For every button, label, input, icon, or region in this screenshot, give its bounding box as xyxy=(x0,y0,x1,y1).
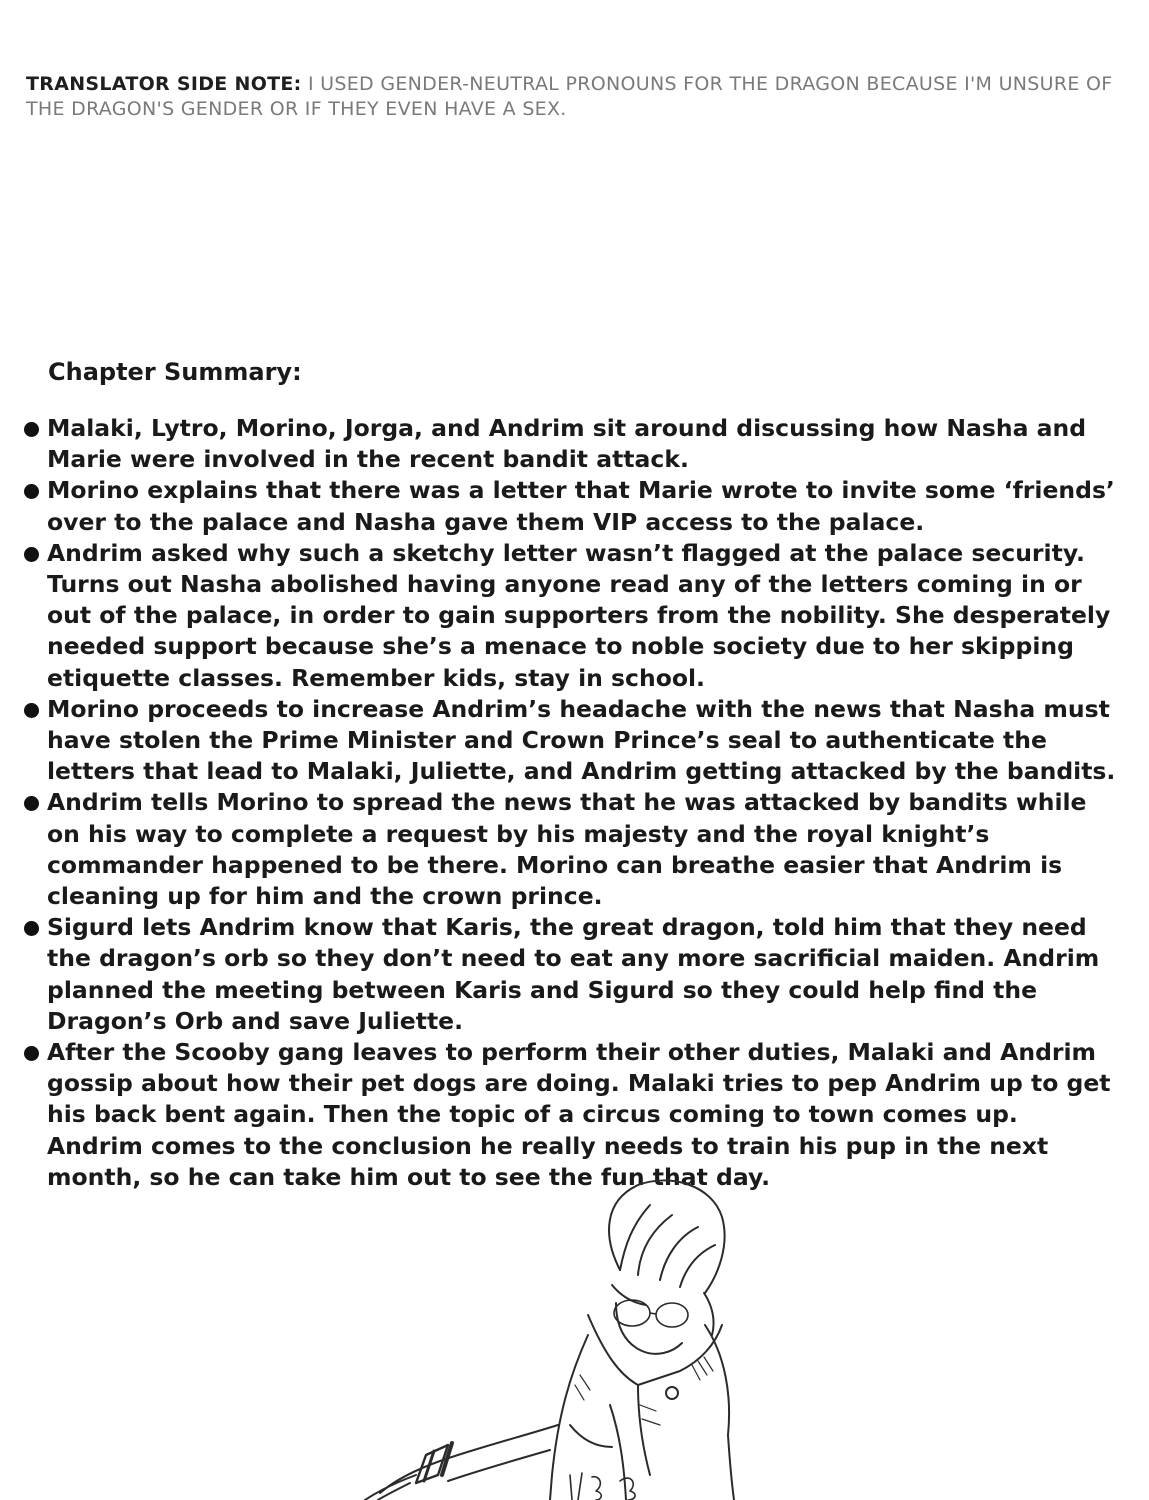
summary-item xyxy=(20,413,1120,475)
bullet-icon xyxy=(24,1046,39,1061)
bullet-icon xyxy=(24,921,39,936)
summary-item-text: Andrim tells Morino to spread the news that he was attacked by bandits while on his way to complete a request by his majesty and the royal knight’s commander happened to be there. Morino can breathe easier that Andrim is cleaning up for him and the crown prince. xyxy=(47,788,1087,911)
summary-item-text: Morino explains that there was a letter that Marie wrote to invite some ‘friends’ over to the palace and Nasha gave them VIP access to the palace. xyxy=(47,476,1115,536)
bullet-icon xyxy=(24,703,39,718)
bullet-icon xyxy=(24,422,39,437)
bullet-icon xyxy=(24,484,39,499)
summary-item xyxy=(20,1037,1120,1193)
manga-character-illustration xyxy=(320,1175,740,1500)
summary-item-text: Andrim asked why such a sketchy letter wasn’t flagged at the palace security. Turns out Nasha abolished having anyone read any of the letters coming in or out of the palace, in order to gain supporters from the nobility. She desperately needed support because she’s a menace to noble society due to her skipping etiquette classes. Remember kids, stay in school. xyxy=(47,538,1111,692)
side-note-label: TRANSLATOR SIDE NOTE: xyxy=(26,73,302,95)
chapter-summary-title: Chapter Summary: xyxy=(48,358,302,386)
bullet-icon xyxy=(24,547,39,562)
summary-item xyxy=(20,912,1120,1037)
summary-item-text: After the Scooby gang leaves to perform their other duties, Malaki and Andrim gossip about how their pet dogs are doing. Malaki tries to pep Andrim up to get his back bent again. Then the topic of a circus coming to town comes up. Andrim comes to the conclusion he really needs to train his pup in the next month, so he can take him out to see the fun that day. xyxy=(47,1038,1111,1191)
summary-item-text: Morino proceeds to increase Andrim’s headache with the news that Nasha must have stolen the Prime Minister and Crown Prince’s seal to authenticate the letters that lead to Malaki, Juliette, and Andrim getting attacked by the bandits. xyxy=(47,694,1116,786)
summary-item xyxy=(20,694,1120,788)
summary-item-text: Malaki, Lytro, Morino, Jorga, and Andrim sit around discussing how Nasha and Marie were involved in the recent bandit attack. xyxy=(47,414,1087,474)
bullet-icon xyxy=(24,796,39,811)
summary-list xyxy=(20,413,1120,1193)
translator-side-note xyxy=(26,72,1116,122)
summary-item xyxy=(20,787,1120,912)
side-note-text: I USED GENDER-NEUTRAL PRONOUNS FOR THE DRAGON BECAUSE I'M UNSURE OF THE DRAGON'S GENDER OR IF THEY EVEN HAVE A SEX. xyxy=(26,73,1113,120)
summary-item xyxy=(20,538,1120,694)
summary-item-text: Sigurd lets Andrim know that Karis, the great dragon, told him that they need the dragon’s orb so they don’t need to eat any more sacrificial maiden. Andrim planned the meeting between Karis and Sigurd so they could help find the Dragon’s Orb and save Juliette. xyxy=(47,913,1100,1035)
summary-item xyxy=(20,475,1120,537)
